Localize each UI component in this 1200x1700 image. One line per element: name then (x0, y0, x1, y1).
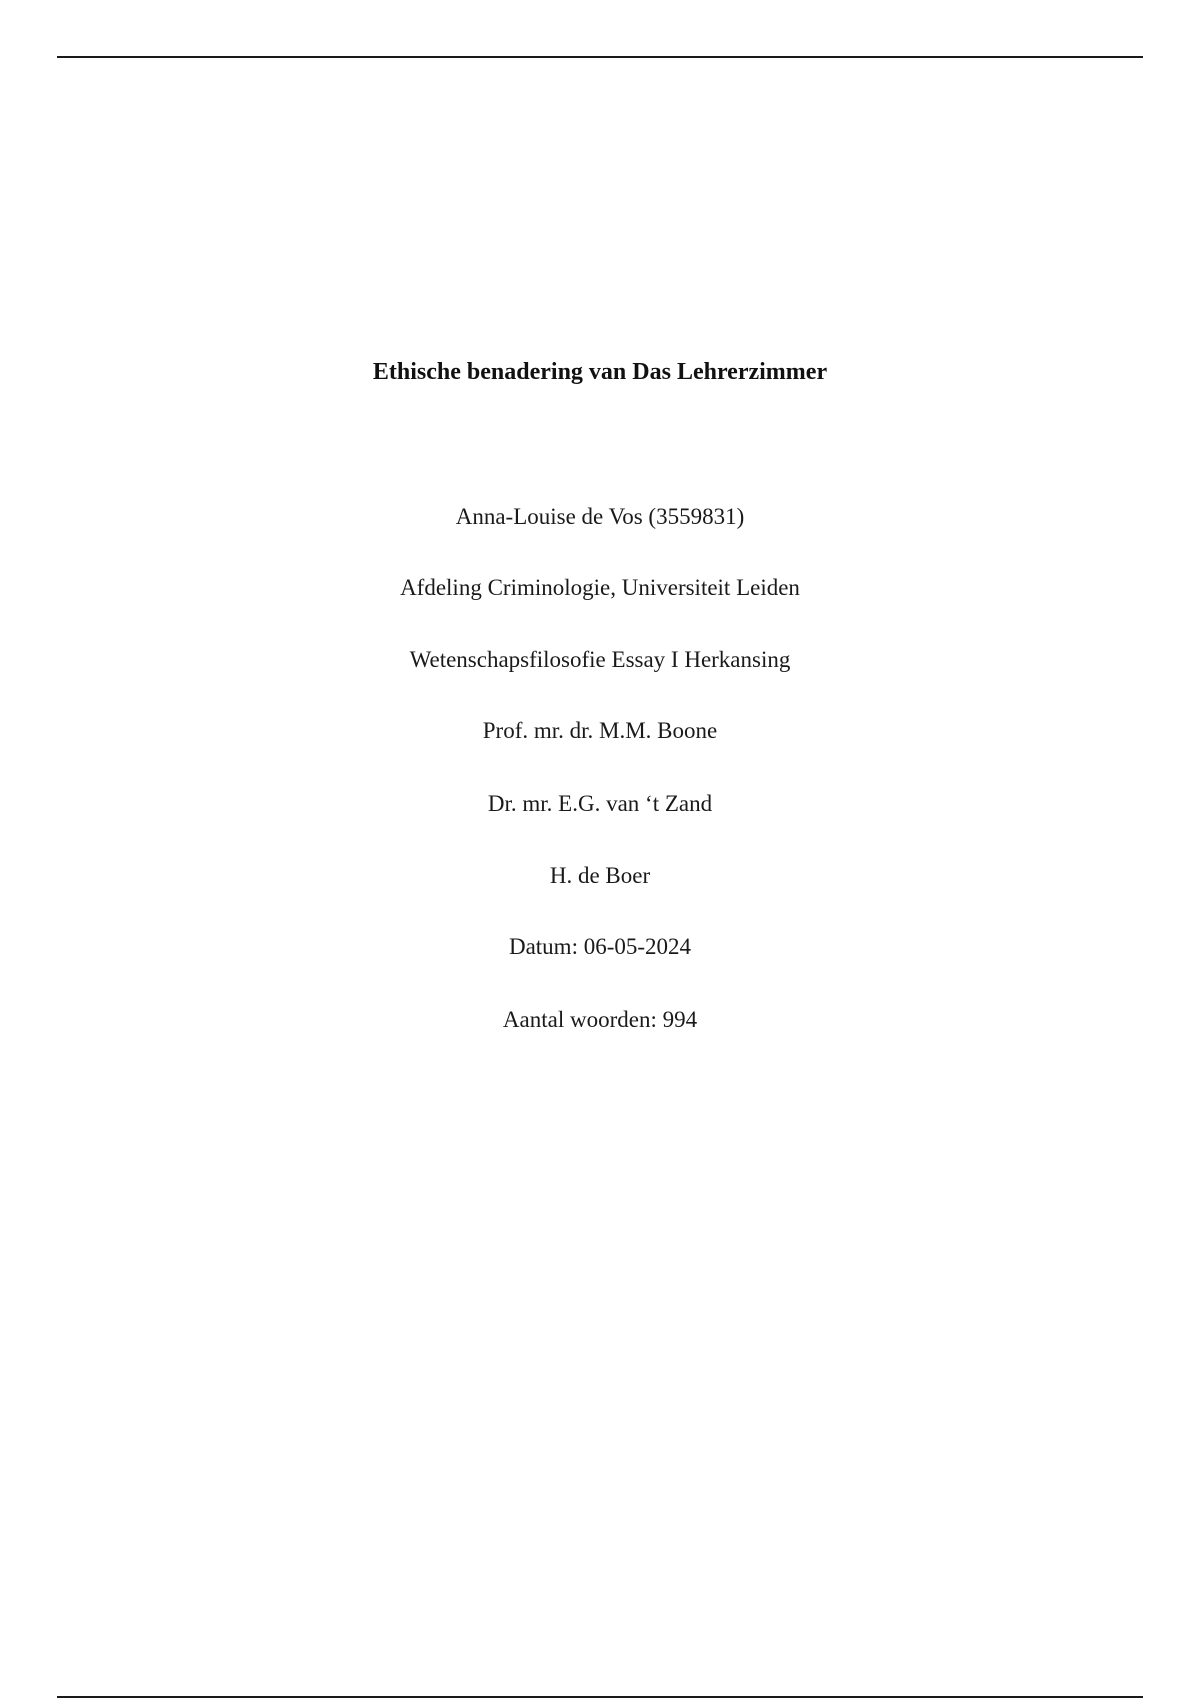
supervisor-line-1: Prof. mr. dr. M.M. Boone (482, 718, 718, 743)
bottom-rule (57, 1696, 1143, 1698)
word-count-line: Aantal woorden: 994 (502, 1007, 698, 1032)
author-line: Anna-Louise de Vos (3559831) (455, 504, 745, 529)
document-title: Ethische benadering van Das Lehrerzimmer (372, 359, 828, 385)
date-line: Datum: 06-05-2024 (508, 934, 692, 959)
course-line: Wetenschapsfilosofie Essay I Herkansing (409, 647, 791, 672)
supervisor-line-3: H. de Boer (549, 863, 651, 888)
department-line: Afdeling Criminologie, Universiteit Leiden (400, 575, 800, 600)
supervisor-line-2: Dr. mr. E.G. van ‘t Zand (487, 791, 713, 816)
